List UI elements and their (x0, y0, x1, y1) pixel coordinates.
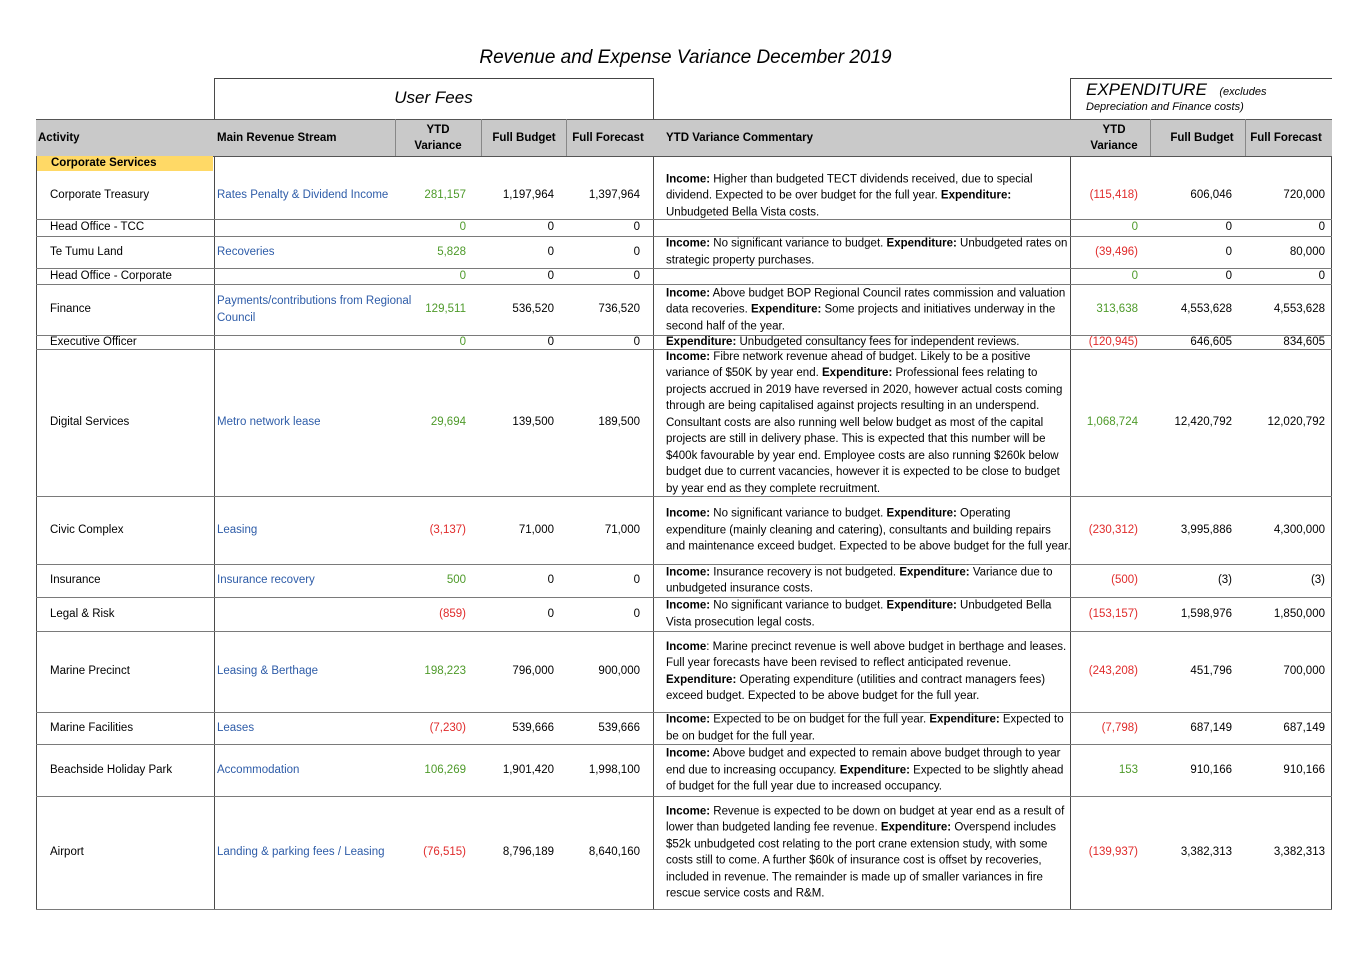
exp-full-forecast-cell: 720,000 (1283, 189, 1325, 202)
income-label: Income: (666, 747, 711, 760)
expenditure-label: Expenditure: (880, 821, 952, 834)
exp-full-forecast-cell: 80,000 (1289, 245, 1325, 258)
full-forecast-cell: 900,000 (598, 665, 640, 678)
exp-full-budget-cell: 0 (1225, 269, 1232, 282)
expenditure-text: Unbudgeted rates on strategic property purchases. (666, 237, 1068, 266)
exp-full-budget-cell: 4,553,628 (1180, 303, 1232, 316)
revenue-stream-cell (217, 335, 412, 349)
exp-full-budget-cell: 451,796 (1190, 665, 1232, 678)
exp-full-budget-cell: 687,149 (1190, 721, 1232, 734)
expenditure-label: Expenditure: (886, 507, 957, 520)
full-budget-cell: 0 (547, 607, 554, 620)
full-budget-cell: 539,666 (512, 721, 554, 734)
header-ytd-variance: YTD Variance (414, 124, 462, 152)
activity-cell: Finance (50, 303, 91, 316)
revenue-stream-cell (217, 268, 412, 284)
expenditure-label: Expenditure: (839, 763, 910, 776)
header-exp-full-budget: Full Budget (1170, 132, 1234, 144)
table-row (36, 349, 1332, 496)
ytd-variance-cell: (3,137) (429, 523, 466, 536)
commentary-text (666, 598, 1071, 631)
exp-full-forecast-cell: 687,149 (1283, 721, 1325, 734)
expenditure-text: Expected to be on budget for the full year. (666, 713, 1064, 742)
row-divider (36, 796, 1332, 797)
revenue-stream-cell: Rates Penalty & Dividend Income (217, 189, 389, 202)
revenue-stream-cell: Landing & parking fees / Leasing (217, 846, 385, 859)
expenditure-label: Expenditure: (886, 599, 957, 612)
commentary-cell (666, 564, 1071, 597)
expenditure-label: Expenditure: (822, 366, 893, 379)
expenditure-label: Expenditure: (666, 335, 737, 348)
full-budget-cell: 536,520 (512, 303, 554, 316)
full-forecast-cell: 0 (633, 335, 640, 348)
exp-ytd-variance-cell: (120,945) (1088, 335, 1138, 348)
table-row (36, 744, 1332, 796)
income-label: Income: (666, 350, 711, 363)
commentary-text (666, 505, 1071, 555)
exp-ytd-variance-cell: 1,068,724 (1086, 416, 1138, 429)
expenditure-label: Expenditure: (666, 673, 737, 686)
table-row (36, 564, 1332, 597)
revenue-stream-cell: Metro network lease (217, 416, 321, 429)
activity-cell: Marine Facilities (50, 721, 134, 734)
full-budget-cell: 0 (547, 574, 554, 587)
expenditure-text: Unbudgeted Bella Vista prosecution legal costs. (666, 599, 1052, 628)
row-divider (36, 496, 1332, 497)
table-row (36, 268, 1332, 284)
header-main-revenue-stream: Main Revenue Stream (217, 132, 337, 144)
expenditure-text: Operating expenditure (utilities and contract managers fees) exceed budget. Expected to be above budget for the full year. (666, 673, 1046, 702)
income-text: Expected to be on budget for the full year. (710, 713, 930, 726)
exp-full-budget-cell: 3,382,313 (1180, 846, 1232, 859)
table-row (36, 172, 1332, 219)
exp-full-budget-cell: 0 (1225, 245, 1232, 258)
ytd-variance-cell: (76,515) (423, 846, 466, 859)
commentary-text (666, 564, 1071, 597)
exp-full-budget-cell: 606,046 (1190, 189, 1232, 202)
revenue-stream-cell (217, 597, 412, 631)
full-forecast-cell: 189,500 (598, 416, 640, 429)
full-forecast-cell: 736,520 (598, 303, 640, 316)
activity-cell: Te Tumu Land (50, 245, 123, 258)
commentary-cell (666, 284, 1071, 335)
exp-full-forecast-cell: (3) (1310, 574, 1325, 587)
row-divider (36, 219, 1332, 220)
exp-ytd-variance-cell: (39,496) (1095, 245, 1138, 258)
revenue-stream-cell (217, 219, 412, 236)
table-row (36, 496, 1332, 564)
user-fees-group-label: User Fees (394, 88, 473, 107)
commentary-cell (666, 268, 1071, 284)
income-label: Income: (666, 286, 711, 299)
exp-full-forecast-cell: 0 (1318, 269, 1325, 282)
income-text: Above budget BOP Regional Council rates commission and valuation data recoveries. (666, 286, 1066, 316)
full-forecast-cell: 8,640,160 (588, 846, 640, 859)
full-forecast-cell: 71,000 (604, 523, 640, 536)
activity-cell: Marine Precinct (50, 665, 130, 678)
exp-full-forecast-cell: 910,166 (1283, 763, 1325, 776)
exp-ytd-variance-cell: (139,937) (1088, 846, 1138, 859)
income-label: Income: (666, 805, 711, 817)
commentary-cell (666, 597, 1071, 631)
exp-full-forecast-cell: 0 (1318, 221, 1325, 234)
revenue-stream-cell: Leasing & Berthage (217, 665, 319, 678)
ytd-variance-cell: (859) (439, 607, 466, 620)
expenditure-excludes: (excludes (1219, 86, 1267, 98)
income-label: Income (666, 640, 707, 653)
exp-full-budget-cell: 3,995,886 (1180, 523, 1232, 536)
full-budget-cell: 0 (547, 335, 554, 348)
income-label: Income: (666, 237, 711, 250)
commentary-text (666, 803, 1071, 902)
commentary-cell (666, 712, 1071, 744)
commentary-cell (666, 335, 1071, 349)
commentary-text (666, 285, 1071, 335)
exp-ytd-variance-cell: (153,157) (1088, 607, 1138, 620)
report-title: Revenue and Expense Variance December 2019 (479, 47, 892, 68)
full-budget-cell: 796,000 (512, 665, 554, 678)
activity-cell: Insurance (50, 574, 101, 587)
ytd-variance-cell: 129,511 (425, 303, 466, 316)
expenditure-text: Professional fees relating to projects accrued in 2019 have reversed in 2020, however actual costs coming through are being capitalised against projects resulting in an underspend. Consultant costs are also running well below budget as most of the capital projects are still in delivery phase. This is expected that this number will be $400k favourable by year end. Employee costs are also running $260k below budget due to current vacancies, however it is expected to be close to budget by year end as they complete recruitment. (666, 366, 1063, 495)
commentary-cell (666, 172, 1071, 219)
full-budget-cell: 0 (547, 221, 554, 234)
expenditure-text: Unbudgeted Bella Vista costs. (666, 205, 820, 218)
full-budget-cell: 1,901,420 (502, 763, 554, 776)
activity-cell: Legal & Risk (50, 607, 115, 620)
full-budget-cell: 0 (547, 245, 554, 258)
header-activity: Activity (38, 132, 80, 144)
income-text: Above budget and expected to remain above budget through to year end due to increasing occupancy. (666, 747, 1061, 776)
row-divider (36, 284, 1332, 285)
full-budget-cell: 139,500 (512, 416, 554, 429)
table-row (36, 236, 1332, 268)
exp-full-budget-cell: 12,420,792 (1174, 416, 1232, 429)
activity-cell: Corporate Treasury (50, 189, 150, 202)
header-commentary: YTD Variance Commentary (666, 132, 814, 144)
commentary-text (666, 236, 1071, 269)
expenditure-group-label (1086, 80, 1332, 113)
table-row (36, 597, 1332, 631)
table-row (36, 796, 1332, 909)
header-exp-ytd-variance: YTD Variance (1090, 124, 1138, 152)
ytd-variance-cell: 5,828 (437, 245, 466, 258)
section-corporate-services: Corporate Services (37, 156, 213, 171)
full-forecast-cell: 0 (633, 221, 640, 234)
commentary-text (666, 348, 1071, 497)
income-label: Income: (666, 713, 711, 726)
expenditure-title: EXPENDITURE (1086, 80, 1207, 99)
expenditure-note: Depreciation and Finance costs) (1086, 101, 1244, 113)
expenditure-label: Expenditure: (751, 303, 822, 316)
income-label: Income: (666, 566, 711, 578)
ytd-variance-cell: 0 (459, 221, 466, 234)
income-text: No significant variance to budget. (710, 599, 887, 612)
header-full-budget: Full Budget (492, 132, 556, 144)
exp-ytd-variance-cell: 153 (1118, 763, 1138, 776)
exp-ytd-variance-cell: (115,418) (1089, 189, 1138, 202)
commentary-cell (666, 631, 1071, 712)
exp-full-forecast-cell: 1,850,000 (1273, 607, 1325, 620)
expenditure-text: Overspend includes $52k unbudgeted cost relating to the port crane extension study, with some costs still to come. A further $60k of insurance cost is offset by recoveries, included in revenue. The remainder is made up of smaller variances in fire rescue service costs and R&M. (666, 821, 1056, 900)
table-row (36, 631, 1332, 712)
commentary-text (666, 745, 1071, 795)
full-forecast-cell: 0 (633, 607, 640, 620)
row-divider (36, 268, 1332, 269)
row-divider (36, 597, 1332, 598)
activity-cell: Head Office - TCC (50, 221, 145, 234)
expenditure-text: Unbudgeted consultancy fees for independent reviews. (736, 335, 1020, 348)
row-divider (36, 744, 1332, 745)
exp-ytd-variance-cell: (500) (1111, 574, 1138, 587)
activity-cell: Beachside Holiday Park (50, 763, 173, 776)
revenue-stream-cell: Accommodation (217, 763, 300, 776)
revenue-stream-cell: Leasing (217, 523, 258, 536)
activity-cell: Executive Officer (50, 335, 137, 348)
exp-full-budget-cell: 646,605 (1190, 335, 1232, 348)
variance-table (36, 78, 1332, 909)
ytd-variance-cell: 0 (459, 335, 466, 348)
commentary-cell (666, 496, 1071, 564)
full-budget-cell: 1,197,964 (502, 189, 554, 202)
income-text: : Marine precinct revenue is well above budget in berthage and leases. Full year forecasts have been revised to reflect anticipated revenue. (666, 640, 1067, 669)
revenue-stream-cell: Leases (217, 721, 255, 734)
income-label: Income: (666, 172, 711, 185)
exp-full-forecast-cell: 12,020,792 (1267, 416, 1325, 429)
expenditure-text: Some projects and initiatives underway in the second half of the year. (666, 303, 1056, 332)
ytd-variance-cell: (7,230) (429, 721, 466, 734)
income-text: Insurance recovery is not budgeted. (710, 566, 900, 578)
exp-full-budget-cell: 1,598,976 (1180, 607, 1232, 620)
commentary-cell (666, 796, 1071, 909)
expenditure-label: Expenditure: (886, 237, 957, 250)
revenue-stream-cell: Recoveries (217, 245, 275, 258)
full-forecast-cell: 1,397,964 (588, 189, 640, 202)
exp-ytd-variance-cell: 0 (1131, 221, 1138, 234)
exp-full-forecast-cell: 3,382,313 (1273, 846, 1325, 859)
expenditure-label: Expenditure: (899, 566, 970, 578)
header-full-forecast: Full Forecast (572, 132, 644, 144)
expenditure-text: Operating expenditure (mainly cleaning and catering), consultants and building repairs and maintenance exceed budget. Expected to be above budget for the full year. (666, 507, 1071, 553)
expenditure-text: Variance due to unbudgeted insurance costs. (666, 566, 1053, 595)
exp-full-forecast-cell: 4,300,000 (1273, 523, 1325, 536)
income-label: Income: (666, 507, 711, 520)
header-exp-full-forecast: Full Forecast (1250, 132, 1322, 144)
exp-full-budget-cell: 0 (1225, 221, 1232, 234)
activity-cell: Head Office - Corporate (50, 269, 172, 282)
row-divider (36, 349, 1332, 350)
revenue-stream-cell: Insurance recovery (217, 574, 315, 587)
row-divider (36, 712, 1332, 713)
row-divider (36, 236, 1332, 237)
exp-ytd-variance-cell: 313,638 (1096, 303, 1138, 316)
income-text: Higher than budgeted TECT dividends received, due to special dividend. Expected to be over budget for the full year. (666, 172, 1033, 202)
activity-cell: Airport (50, 846, 84, 859)
commentary-text (666, 639, 1071, 705)
income-text: Fibre network revenue ahead of budget. Likely to be a positive variance of $50K by year end. (666, 350, 1031, 379)
commentary-cell (666, 236, 1071, 268)
commentary-text (666, 712, 1071, 745)
income-label: Income: (666, 599, 711, 612)
full-forecast-cell: 0 (633, 245, 640, 258)
table-row (36, 335, 1332, 349)
row-divider (36, 335, 1332, 336)
exp-full-forecast-cell: 700,000 (1283, 665, 1325, 678)
commentary-text (666, 171, 1071, 221)
table-row (36, 712, 1332, 744)
commentary-cell (666, 744, 1071, 796)
exp-ytd-variance-cell: 0 (1131, 269, 1138, 282)
income-text: Revenue is expected to be down on budget at year end as a result of lower than budgeted landing fee revenue. (666, 805, 1065, 834)
ytd-variance-cell: 0 (459, 269, 466, 282)
activity-cell: Digital Services (50, 416, 130, 429)
ytd-variance-cell: 198,223 (424, 665, 466, 678)
full-forecast-cell: 1,998,100 (588, 763, 640, 776)
activity-cell: Civic Complex (50, 523, 124, 536)
ytd-variance-cell: 500 (446, 574, 466, 587)
expenditure-label: Expenditure: (940, 189, 1012, 202)
table-row (36, 284, 1332, 335)
full-budget-cell: 71,000 (518, 523, 554, 536)
income-text: No significant variance to budget. (710, 507, 887, 520)
ytd-variance-cell: 281,157 (424, 189, 466, 202)
column-header-row (36, 119, 1332, 157)
exp-ytd-variance-cell: (230,312) (1088, 523, 1138, 536)
exp-ytd-variance-cell: (7,798) (1101, 721, 1138, 734)
table-row (36, 219, 1332, 236)
income-text: No significant variance to budget. (710, 237, 887, 250)
full-forecast-cell: 0 (633, 574, 640, 587)
exp-full-budget-cell: (3) (1217, 574, 1232, 587)
exp-full-budget-cell: 910,166 (1190, 763, 1232, 776)
full-budget-cell: 0 (547, 269, 554, 282)
commentary-cell (666, 349, 1071, 496)
row-divider (36, 631, 1332, 632)
full-forecast-cell: 0 (633, 269, 640, 282)
expenditure-label: Expenditure: (929, 713, 1000, 726)
row-divider (36, 909, 1332, 910)
expenditure-text: Expected to be slightly ahead of budget for the full year due to increased occupancy. (666, 763, 1064, 793)
exp-ytd-variance-cell: (243,208) (1088, 665, 1138, 678)
commentary-cell (666, 219, 1071, 236)
full-budget-cell: 8,796,189 (502, 846, 554, 859)
row-divider (36, 564, 1332, 565)
full-forecast-cell: 539,666 (598, 721, 640, 734)
ytd-variance-cell: 29,694 (430, 416, 466, 429)
exp-full-forecast-cell: 4,553,628 (1273, 303, 1325, 316)
ytd-variance-cell: 106,269 (424, 763, 466, 776)
exp-full-forecast-cell: 834,605 (1283, 335, 1325, 348)
revenue-stream-cell: Payments/contributions from Regional Council (217, 295, 412, 324)
